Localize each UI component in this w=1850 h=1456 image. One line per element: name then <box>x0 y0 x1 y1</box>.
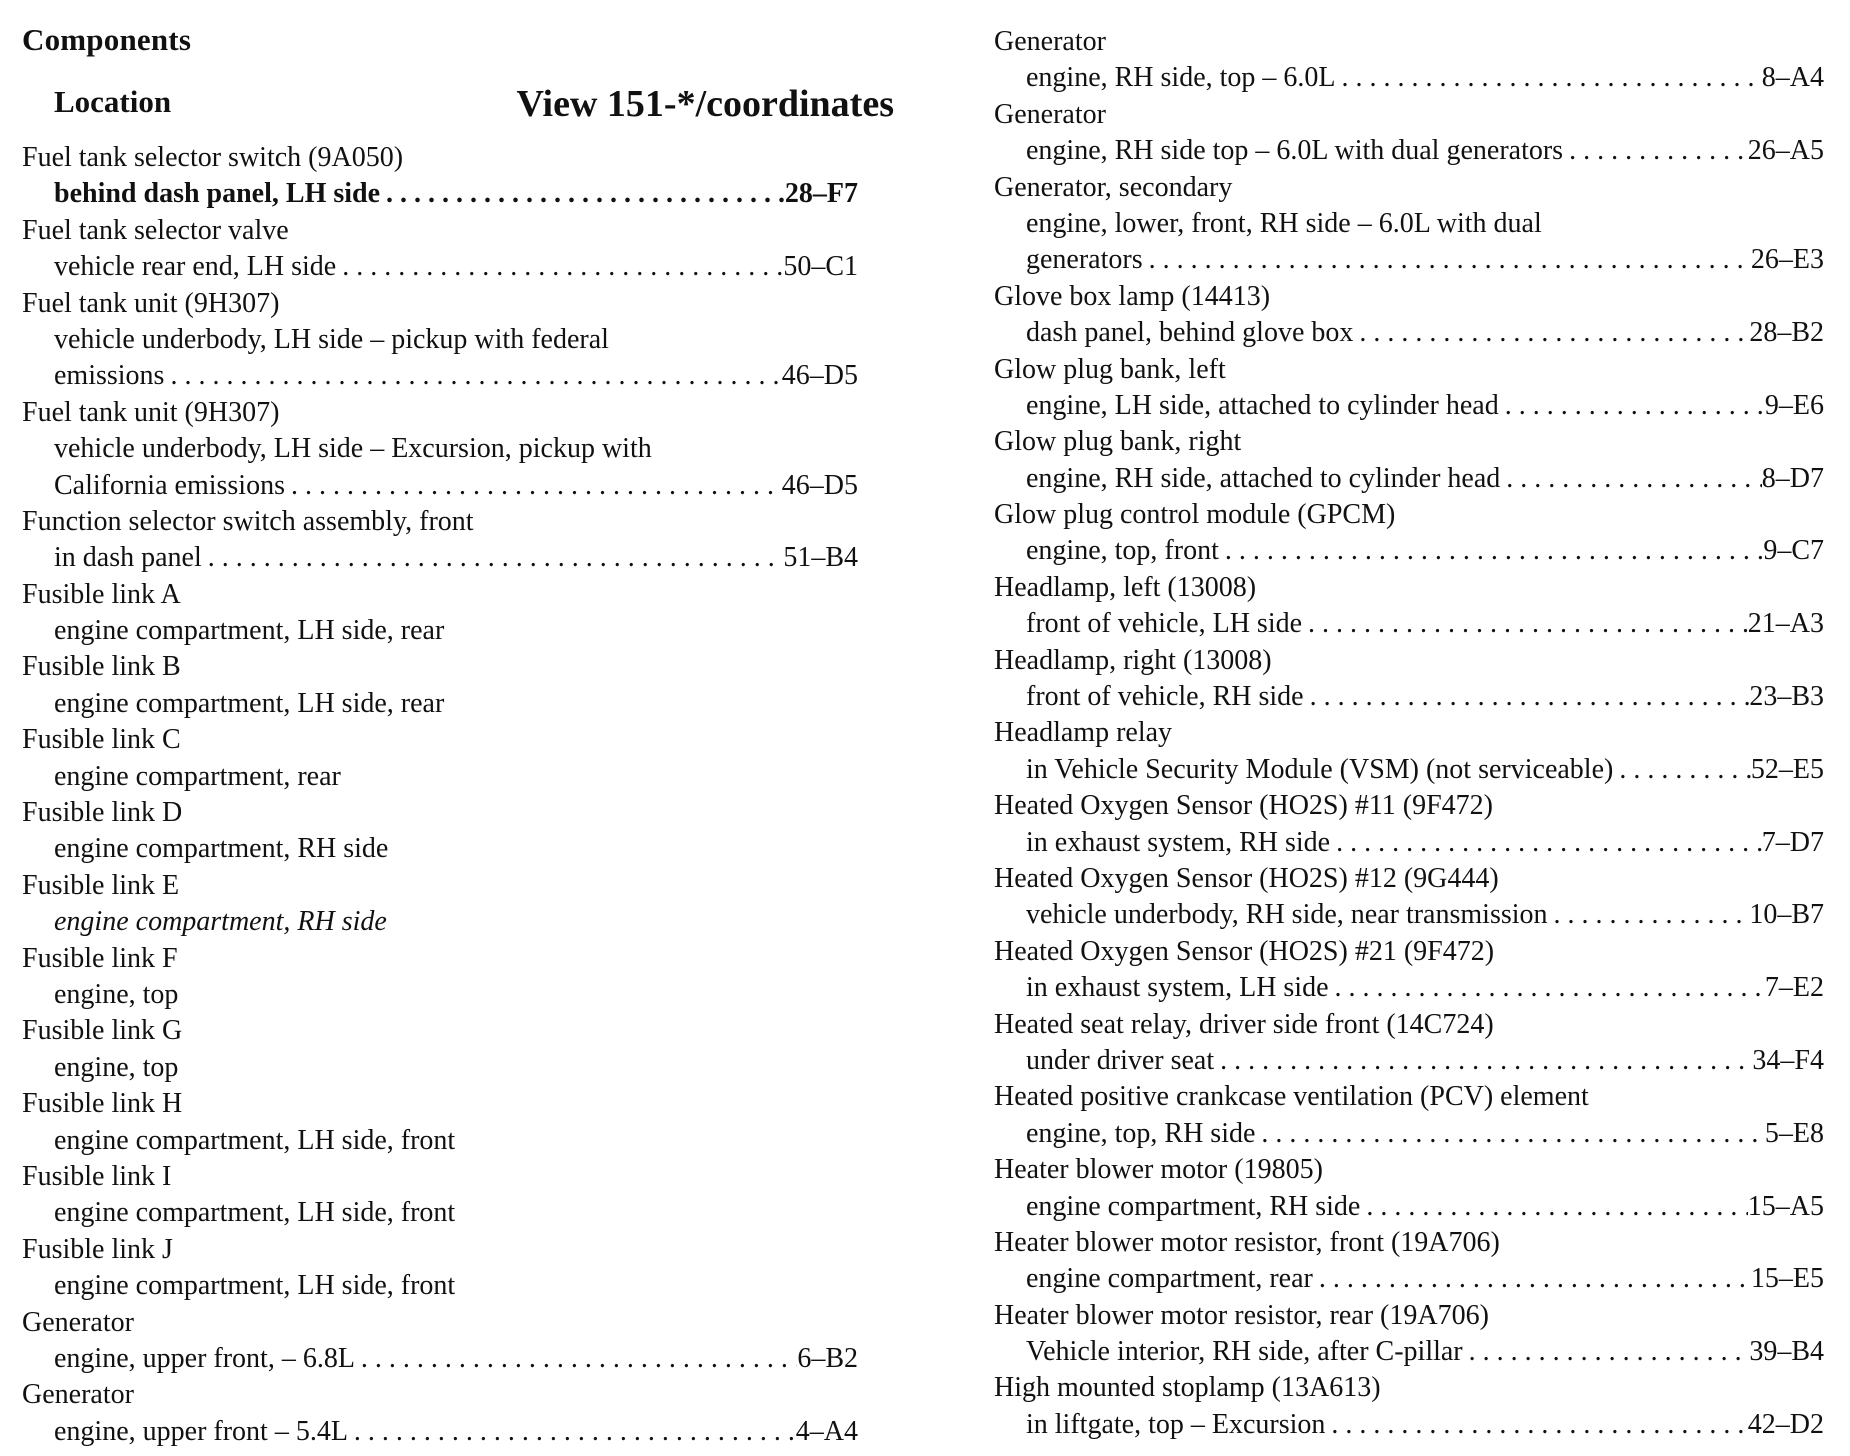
location-text: California emissions <box>54 469 285 501</box>
view-coordinate-ref: 7–E2 <box>1764 972 1824 1004</box>
dot-leader <box>1499 388 1765 424</box>
view-coordinate-ref: 6–B2 <box>797 1342 858 1374</box>
entry-component-name <box>994 934 1824 970</box>
left-entry-list <box>22 140 858 1450</box>
entry-component-name <box>22 868 858 904</box>
entry-component-name <box>22 286 858 322</box>
view-coordinate-ref: 7–D7 <box>1761 826 1824 858</box>
location-text: emissions <box>54 360 165 392</box>
entry-location-line <box>22 613 858 649</box>
component-text: Glow plug bank, left <box>994 353 1226 385</box>
component-text: Generator <box>22 1379 134 1411</box>
entry-location-line <box>22 249 858 285</box>
location-text: engine, RH side top – 6.0L with dual generators <box>1026 135 1564 167</box>
view-coordinates-header: View 151-*/coordinates <box>516 83 894 125</box>
component-text: Function selector switch assembly, front <box>22 505 474 537</box>
dot-leader <box>380 176 785 212</box>
location-text: Vehicle interior, RH side, after C-pillar <box>1026 1336 1463 1368</box>
view-coordinate-ref: 8–D7 <box>1761 462 1824 494</box>
view-coordinate-ref: 39–B4 <box>1749 1336 1824 1368</box>
dot-leader <box>164 358 781 394</box>
view-coordinate-ref: 28–B2 <box>1749 317 1824 349</box>
component-text: Fusible link E <box>22 869 180 901</box>
entry-location-line <box>994 461 1824 497</box>
component-text: Fusible link D <box>22 797 183 829</box>
entry-location-line <box>994 752 1824 788</box>
dot-leader <box>285 468 782 504</box>
dot-leader <box>1548 897 1750 933</box>
location-text: vehicle underbody, RH side, near transmission <box>1026 899 1548 931</box>
entry-location-line <box>994 1261 1824 1297</box>
entry-location-line <box>994 1116 1824 1152</box>
view-coordinate-ref: 26–E3 <box>1750 244 1824 276</box>
entry-component-name <box>994 424 1824 460</box>
dot-leader <box>202 540 784 576</box>
location-text: engine compartment, RH side <box>54 906 387 938</box>
view-coordinate-ref: 8–A4 <box>1761 62 1824 94</box>
view-coordinate-ref: 15–E5 <box>1750 1263 1824 1295</box>
entry-component-name <box>22 1232 858 1268</box>
entry-location-line <box>22 176 858 212</box>
entry-component-name <box>22 1305 858 1341</box>
entry-location-line <box>22 831 858 867</box>
right-entry-list <box>994 24 1824 1443</box>
entry-component-name <box>994 1007 1824 1043</box>
dot-leader <box>1563 133 1748 169</box>
entry-location-line <box>994 606 1824 642</box>
location-text: dash panel, behind glove box <box>1026 317 1354 349</box>
dot-leader <box>1325 1407 1747 1443</box>
entry-component-name <box>994 1225 1824 1261</box>
location-text: in exhaust system, RH side <box>1026 826 1331 858</box>
view-coordinate-ref: 5–E8 <box>1764 1117 1824 1149</box>
entry-component-name <box>994 570 1824 606</box>
entry-location-line <box>994 970 1824 1006</box>
dot-leader <box>336 249 783 285</box>
entry-location-line <box>22 540 858 576</box>
dot-leader <box>1219 533 1763 569</box>
dot-leader <box>1304 679 1750 715</box>
entry-component-name <box>994 1298 1824 1334</box>
location-text: vehicle rear end, LH side <box>54 251 337 283</box>
section-title: Components <box>22 22 192 57</box>
location-text: engine, top <box>54 1051 179 1083</box>
entry-location-line <box>994 825 1824 861</box>
location-text: engine, RH side, top – 6.0L <box>1026 62 1336 94</box>
component-text: Fusible link G <box>22 1015 183 1047</box>
view-coordinate-ref: 15–A5 <box>1747 1190 1824 1222</box>
entry-component-name <box>22 213 858 249</box>
component-text: High mounted stoplamp (13A613) <box>994 1372 1381 1404</box>
entry-location-line <box>22 431 858 467</box>
dot-leader <box>1329 970 1765 1006</box>
component-text: Heated seat relay, driver side front (14C724) <box>994 1008 1494 1040</box>
location-text: behind dash panel, LH side <box>54 178 381 210</box>
view-coordinate-ref: 10–B7 <box>1749 899 1824 931</box>
entry-component-name <box>994 97 1824 133</box>
view-coordinate-ref: 52–E5 <box>1750 753 1824 785</box>
dot-leader <box>1500 461 1761 497</box>
entry-component-name <box>994 643 1824 679</box>
dot-leader <box>1360 1189 1747 1225</box>
location-text: front of vehicle, RH side <box>1026 681 1304 713</box>
component-text: Headlamp, left (13008) <box>994 571 1257 603</box>
entry-component-name <box>22 504 858 540</box>
entry-location-line <box>994 533 1824 569</box>
entry-component-name <box>22 649 858 685</box>
component-text: Heated Oxygen Sensor (HO2S) #21 (9F472) <box>994 935 1495 967</box>
component-text: Glow plug control module (GPCM) <box>994 499 1396 531</box>
component-text: Fusible link F <box>22 942 178 974</box>
component-text: Headlamp relay <box>994 717 1173 749</box>
component-text: Fuel tank selector switch (9A050) <box>22 142 404 173</box>
dot-leader <box>1353 315 1749 351</box>
component-text: Fuel tank unit (9H307) <box>22 287 280 319</box>
dot-leader <box>1214 1043 1752 1079</box>
view-coordinate-ref: 9–E6 <box>1764 389 1824 421</box>
view-coordinate-ref: 9–C7 <box>1763 535 1824 567</box>
view-coordinate-ref: 21–A3 <box>1747 608 1824 640</box>
location-text: in exhaust system, LH side <box>1026 972 1329 1004</box>
dot-leader <box>1613 752 1751 788</box>
view-coordinate-ref: 50–C1 <box>783 251 858 283</box>
component-text: Generator <box>994 26 1106 57</box>
location-text: in dash panel <box>54 542 202 574</box>
component-text: Fuel tank selector valve <box>22 214 289 246</box>
entry-location-line <box>22 1414 858 1450</box>
entry-location-line <box>22 904 858 940</box>
entry-component-name <box>22 722 858 758</box>
entry-component-name <box>994 497 1824 533</box>
dot-leader <box>1330 825 1762 861</box>
location-text: engine compartment, RH side <box>54 833 389 865</box>
entry-location-line <box>22 1195 858 1231</box>
dot-leader <box>1255 1116 1764 1152</box>
component-text: Heated positive crankcase ventilation (PCV) element <box>994 1081 1589 1113</box>
component-text: Heater blower motor resistor, front (19A706) <box>994 1226 1500 1258</box>
entry-component-name <box>994 1152 1824 1188</box>
dot-leader <box>1302 606 1748 642</box>
entry-location-line <box>22 1268 858 1304</box>
location-text: engine, top <box>54 978 179 1010</box>
view-coordinate-ref: 42–D2 <box>1747 1408 1824 1440</box>
entry-component-name <box>994 279 1824 315</box>
location-text: engine compartment, LH side, front <box>54 1270 456 1302</box>
entry-location-line <box>994 315 1824 351</box>
entry-location-line <box>994 206 1824 242</box>
entry-location-line <box>994 133 1824 169</box>
entry-component-name <box>22 395 858 431</box>
component-text: Heater blower motor resistor, rear (19A706) <box>994 1299 1489 1331</box>
component-text: Fusible link B <box>22 651 181 683</box>
entry-component-name <box>994 861 1824 897</box>
entry-location-line <box>994 1043 1824 1079</box>
entry-location-line <box>994 1189 1824 1225</box>
entry-location-line <box>994 388 1824 424</box>
location-text: engine compartment, LH side, rear <box>54 615 445 647</box>
entry-component-name <box>994 352 1824 388</box>
component-text: Fusible link I <box>22 1160 172 1192</box>
location-text: engine, top, RH side <box>1026 1117 1256 1149</box>
entry-location-line <box>994 679 1824 715</box>
dot-leader <box>1143 242 1751 278</box>
entry-location-line <box>994 1334 1824 1370</box>
view-coordinate-ref: 46–D5 <box>781 469 858 501</box>
entry-component-name <box>994 24 1824 60</box>
dot-leader <box>348 1414 796 1450</box>
component-text: Generator, secondary <box>994 171 1233 203</box>
location-header: Location <box>54 84 172 119</box>
entry-component-name <box>994 715 1824 751</box>
entry-component-name <box>22 941 858 977</box>
entry-component-name <box>22 795 858 831</box>
entry-component-name <box>22 1013 858 1049</box>
component-text: Heated Oxygen Sensor (HO2S) #12 (9G444) <box>994 862 1499 894</box>
component-text: Fusible link A <box>22 578 181 610</box>
view-coordinate-ref: 46–D5 <box>781 360 858 392</box>
dot-leader <box>1336 60 1762 96</box>
entry-location-line <box>22 322 858 358</box>
entry-component-name <box>994 1370 1824 1406</box>
entry-location-line <box>22 1123 858 1159</box>
location-text: engine compartment, LH side, front <box>54 1197 456 1229</box>
component-text: Fusible link C <box>22 724 181 756</box>
component-text: Heated Oxygen Sensor (HO2S) #11 (9F472) <box>994 790 1493 822</box>
entry-location-line <box>22 1341 858 1377</box>
location-text: engine compartment, rear <box>54 760 341 792</box>
entry-location-line <box>22 759 858 795</box>
entry-component-name <box>22 577 858 613</box>
entry-component-name <box>22 140 858 176</box>
component-text: Heater blower motor (19805) <box>994 1154 1323 1186</box>
dot-leader <box>1313 1261 1751 1297</box>
component-text: Fuel tank unit (9H307) <box>22 396 280 428</box>
component-text: Generator <box>22 1306 134 1338</box>
location-text: engine, top, front <box>1026 535 1219 567</box>
view-coordinate-ref: 51–B4 <box>783 542 858 574</box>
location-text: engine compartment, LH side, front <box>54 1124 456 1156</box>
entry-location-line <box>22 1050 858 1086</box>
location-text: engine, RH side, attached to cylinder head <box>1026 462 1501 494</box>
entry-component-name <box>22 1159 858 1195</box>
location-text: engine compartment, RH side <box>1026 1190 1361 1222</box>
entry-component-name <box>22 1377 858 1413</box>
dot-leader <box>355 1341 797 1377</box>
entry-location-line <box>22 468 858 504</box>
entry-location-line <box>22 358 858 394</box>
location-text: under driver seat <box>1026 1044 1215 1076</box>
location-text: engine compartment, rear <box>1026 1263 1313 1295</box>
location-text: in liftgate, top – Excursion <box>1026 1408 1326 1440</box>
location-text: engine, LH side, attached to cylinder head <box>1026 389 1499 421</box>
location-text: front of vehicle, LH side <box>1026 608 1303 640</box>
component-text: Generator <box>994 98 1106 130</box>
component-text: Fusible link J <box>22 1233 173 1265</box>
view-coordinate-ref: 34–F4 <box>1752 1044 1824 1076</box>
entry-component-name <box>994 1079 1824 1115</box>
component-text: Glow plug bank, right <box>994 426 1242 458</box>
location-text: vehicle underbody, LH side – pickup with federal <box>54 323 609 355</box>
view-coordinate-ref: 23–B3 <box>1749 681 1824 713</box>
component-text: Glove box lamp (14413) <box>994 280 1271 312</box>
location-text: in Vehicle Security Module (VSM) (not serviceable) <box>1026 753 1614 785</box>
entry-component-name <box>22 1086 858 1122</box>
entry-component-name <box>994 170 1824 206</box>
entry-location-line <box>994 60 1824 96</box>
view-coordinate-ref: 28–F7 <box>784 178 858 210</box>
entry-location-line <box>22 977 858 1013</box>
location-text: generators <box>1026 244 1143 276</box>
entry-location-line <box>994 242 1824 278</box>
entry-location-line <box>994 897 1824 933</box>
view-coordinate-ref: 4–A4 <box>795 1415 858 1447</box>
component-text: Headlamp, right (13008) <box>994 644 1272 676</box>
component-text: Fusible link H <box>22 1088 183 1120</box>
entry-location-line <box>22 686 858 722</box>
location-text: engine, lower, front, RH side – 6.0L with dual <box>1026 207 1542 239</box>
location-text: engine, upper front, – 6.8L <box>54 1342 355 1374</box>
location-text: engine compartment, LH side, rear <box>54 687 445 719</box>
entry-location-line <box>994 1407 1824 1443</box>
view-coordinate-ref: 26–A5 <box>1747 135 1824 167</box>
entry-component-name <box>994 788 1824 824</box>
dot-leader <box>1463 1334 1750 1370</box>
location-text: engine, upper front – 5.4L <box>54 1415 348 1447</box>
location-text: vehicle underbody, LH side – Excursion, pickup with <box>54 433 652 465</box>
